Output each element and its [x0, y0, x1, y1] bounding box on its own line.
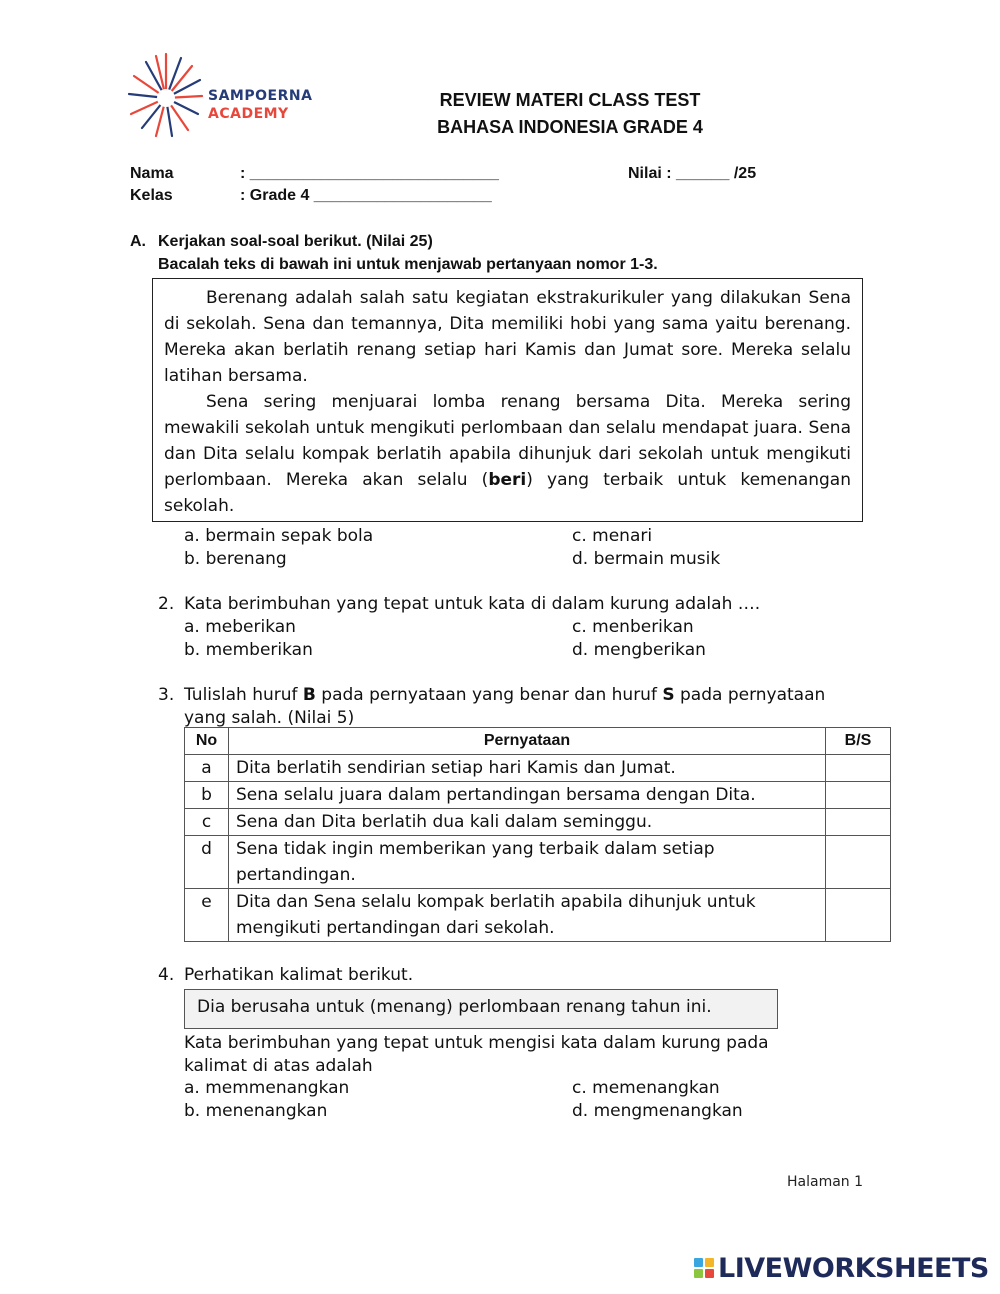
row-no: c — [185, 809, 229, 836]
logo-text-sampoerna: SAMPOERNA — [208, 88, 313, 104]
q3-number: 3. — [158, 685, 175, 705]
starburst-logo-icon — [126, 50, 206, 140]
q2-number: 2. — [158, 594, 175, 614]
section-heading: Kerjakan soal-soal berikut. (Nilai 25) — [158, 233, 433, 250]
q3-question-line2: yang salah. (Nilai 5) — [184, 708, 355, 728]
kelas-field[interactable]: : Grade 4 ____________________ — [240, 187, 492, 204]
q4-option-b[interactable]: b. menenangkan — [184, 1101, 328, 1121]
q4-prompt-line1: Kata berimbuhan yang tepat untuk mengisi kata dalam kurung pada — [184, 1033, 769, 1053]
logo-text-academy: ACADEMY — [208, 106, 289, 122]
page-title-line2: BAHASA INDONESIA GRADE 4 — [437, 117, 703, 137]
q4-question: Perhatikan kalimat berikut. — [184, 965, 414, 985]
q4-option-c[interactable]: c. memenangkan — [572, 1078, 720, 1098]
q4-sentence-box: Dia berusaha untuk (menang) perlombaan renang tahun ini. — [184, 989, 778, 1029]
q1-option-b[interactable]: b. berenang — [184, 549, 287, 569]
q3-bold-b: B — [302, 685, 316, 705]
row-answer-cell[interactable] — [826, 889, 891, 942]
table-row — [185, 782, 891, 809]
table-row — [185, 836, 891, 889]
section-marker: A. — [130, 233, 146, 250]
q4-number: 4. — [158, 965, 175, 985]
passage-paragraph-1: Berenang adalah salah satu kegiatan ekstrakurikuler yang dilakukan Sena di sekolah. Sena dan temannya, Dita memiliki hobi yang sama yaitu berenang. Mereka akan berlatih renang setiap hari Kamis dan Jumat sore. Mereka selalu latihan bersama. — [164, 288, 851, 386]
passage-bold-word: beri — [488, 470, 527, 490]
passage-paragraph-2 — [164, 389, 851, 519]
row-answer-cell[interactable] — [826, 836, 891, 889]
row-statement: Sena selalu juara dalam pertandingan bersama dengan Dita. — [229, 782, 826, 809]
row-no: d — [185, 836, 229, 889]
header-bs: B/S — [826, 728, 891, 755]
row-statement: Sena dan Dita berlatih dua kali dalam seminggu. — [229, 809, 826, 836]
statement-table — [184, 727, 891, 942]
nama-label: Nama — [130, 165, 174, 182]
q3-bold-s: S — [662, 685, 675, 705]
row-statement: Dita berlatih sendirian setiap hari Kamis dan Jumat. — [229, 755, 826, 782]
q4-prompt-line2: kalimat di atas adalah — [184, 1056, 373, 1076]
q2-option-b[interactable]: b. memberikan — [184, 640, 313, 660]
q4-option-a[interactable]: a. memmenangkan — [184, 1078, 350, 1098]
table-header-row — [185, 728, 891, 755]
header-no: No — [185, 728, 229, 755]
row-no: a — [185, 755, 229, 782]
table-row — [185, 755, 891, 782]
q1-option-d[interactable]: d. bermain musik — [572, 549, 721, 569]
row-answer-cell[interactable] — [826, 782, 891, 809]
section-instruction: Bacalah teks di bawah ini untuk menjawab pertanyaan nomor 1-3. — [158, 256, 658, 273]
q2-question: Kata berimbuhan yang tepat untuk kata di dalam kurung adalah …. — [184, 594, 761, 614]
kelas-label: Kelas — [130, 187, 173, 204]
q3-text-part1: Tulislah huruf — [184, 685, 303, 705]
q2-option-c[interactable]: c. menberikan — [572, 617, 694, 637]
row-no: b — [185, 782, 229, 809]
liveworksheets-logo-icon — [694, 1258, 716, 1280]
reading-passage — [152, 278, 863, 522]
q2-option-d[interactable]: d. mengberikan — [572, 640, 706, 660]
liveworksheets-text: LIVEWORKSHEETS — [718, 1253, 989, 1284]
row-no: e — [185, 889, 229, 942]
q3-text-part3: pada pernyataan — [674, 685, 826, 705]
row-statement: Sena tidak ingin memberikan yang terbaik dalam setiap pertandingan. — [229, 836, 826, 889]
row-answer-cell[interactable] — [826, 809, 891, 836]
q1-option-a[interactable]: a. bermain sepak bola — [184, 526, 374, 546]
table-row — [185, 809, 891, 836]
page-title-line1: REVIEW MATERI CLASS TEST — [439, 90, 701, 110]
q4-option-d[interactable]: d. mengmenangkan — [572, 1101, 743, 1121]
q3-question — [184, 685, 825, 705]
passage-p2-end: ) yang terbaik untuk kemenangan sekolah. — [164, 470, 852, 516]
passage-p2-start: Sena sering menjuarai lomba renang bersama Dita. Mereka sering mewakili sekolah untuk mengikuti perlombaan dan selalu mendapat juara. Sena dan Dita selalu kompak berlatih apabila dihunjuk dari sekolah untuk mengikuti perlombaan. Mereka akan selalu ( — [164, 392, 851, 490]
nilai-field[interactable]: Nilai : ______ /25 — [628, 165, 757, 182]
q2-option-a[interactable]: a. meberikan — [184, 617, 296, 637]
header-statement: Pernyataan — [229, 728, 826, 755]
sampoerna-academy-logo — [126, 50, 356, 140]
table-row — [185, 889, 891, 942]
page-number: Halaman 1 — [787, 1174, 864, 1190]
nama-field[interactable]: : ____________________________ — [240, 165, 499, 182]
q1-option-c[interactable]: c. menari — [572, 526, 653, 546]
row-statement: Dita dan Sena selalu kompak berlatih apabila dihunjuk untuk mengikuti pertandingan dari sekolah. — [229, 889, 826, 942]
row-answer-cell[interactable] — [826, 755, 891, 782]
q3-text-part2: pada pernyataan yang benar dan huruf — [315, 685, 663, 705]
